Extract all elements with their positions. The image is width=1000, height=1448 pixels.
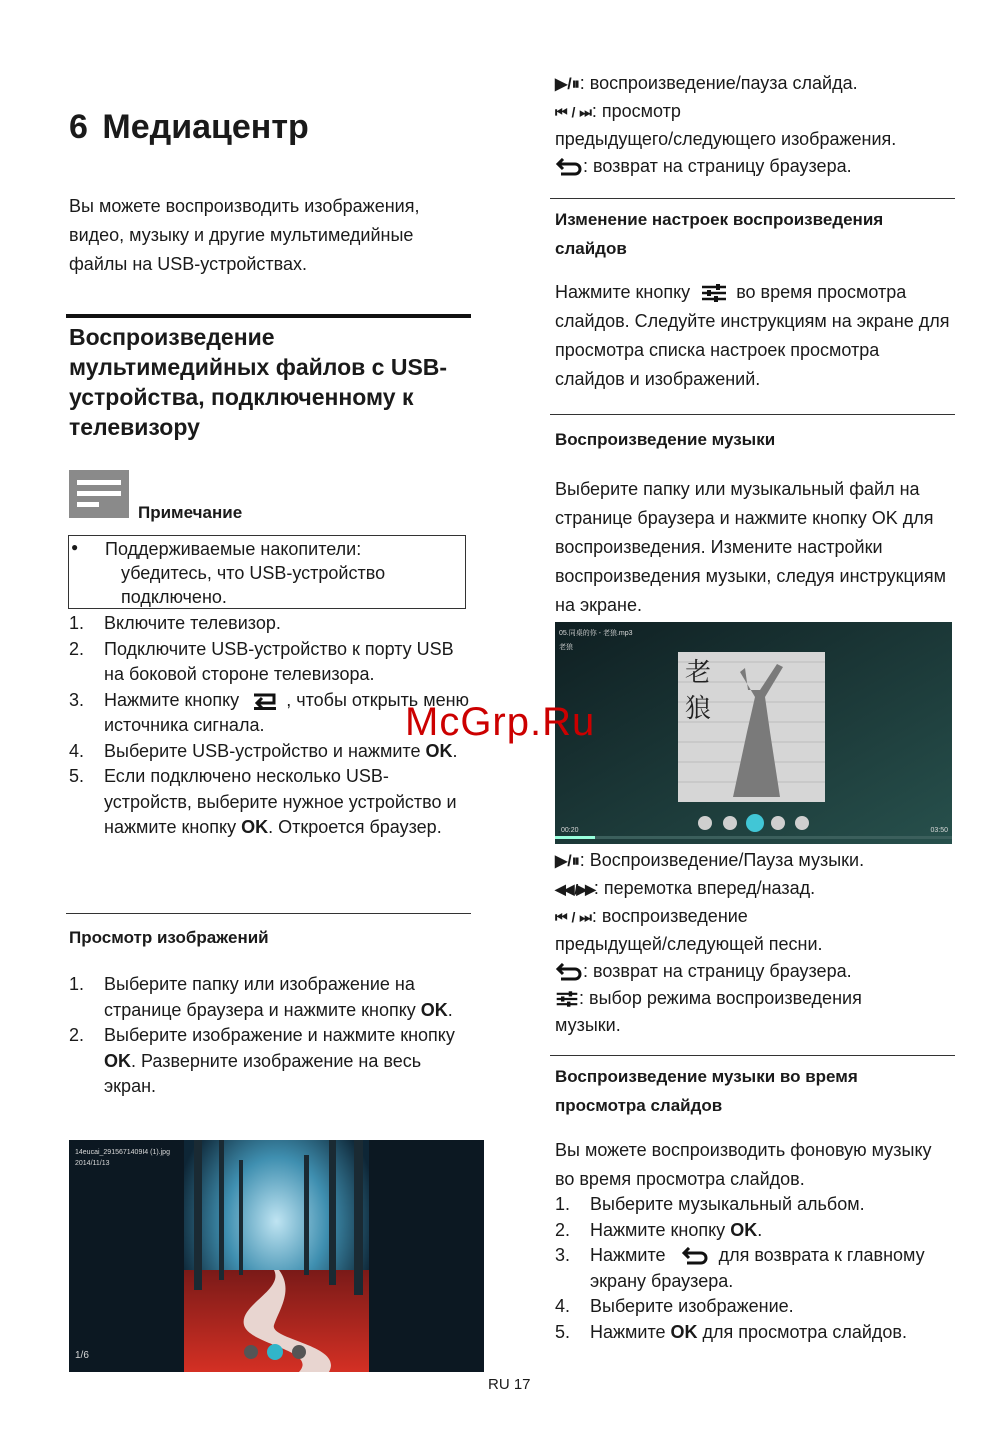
divider xyxy=(66,913,471,914)
list-item: 3. Нажмите кнопку , чтобы открыть меню источника сигнала. xyxy=(69,689,470,735)
settings-icon xyxy=(555,990,579,1008)
list-item: 3. Нажмите для возврата к главному экрану браузера. xyxy=(555,1245,925,1291)
list-item: 5. Нажмите OK для просмотра слайдов. xyxy=(555,1321,907,1342)
list-item: 1. Выберите папку или изображение на странице браузера и нажмите кнопку OK. xyxy=(69,974,453,1020)
chapter-heading xyxy=(69,108,309,147)
control-prev-next: ⏮ / ⏭: просмотр xyxy=(555,101,681,121)
rewind-button-icon xyxy=(723,816,737,830)
prev-next-icon: ⏮ / ⏭ xyxy=(555,104,592,120)
forward-button-icon xyxy=(771,816,785,830)
slide-settings-title: Изменение настроек воспроизведения слайдов xyxy=(555,210,884,258)
images-steps-list xyxy=(69,972,469,1100)
play-pause-icon: ▶/⏸ xyxy=(555,76,580,93)
page-footer: RU 17 xyxy=(488,1376,531,1393)
list-item: 1. Включите телевизор. xyxy=(69,613,281,633)
music-slides-steps xyxy=(555,1192,955,1345)
list-item: 4. Выберите USB-устройство и нажмите OK. xyxy=(69,740,458,761)
list-item: 4. Выберите изображение. xyxy=(555,1296,794,1316)
prev-button-icon xyxy=(698,816,712,830)
time-end: 03:50 xyxy=(930,827,948,834)
list-item: 1. Выберите музыкальный альбом. xyxy=(555,1194,865,1214)
music-player-screenshot xyxy=(555,622,952,844)
track-name: 05.同桌的你 - 老狼.mp3 xyxy=(559,630,633,637)
control-prev-next-cont: предыдущего/следующего изображения. xyxy=(555,129,897,149)
control-settings-cont: музыки. xyxy=(555,1015,621,1035)
list-item: 2. Выберите изображение и нажмите кнопку OK. Разверните изображение на весь экран. xyxy=(69,1025,455,1096)
control-play-pause: ▶/⏸: Воспроизведение/Пауза музыки. xyxy=(555,850,865,870)
music-text: Выберите папку или музыкальный файл на странице браузера и нажмите кнопку OK для воспроизведения. Измените настройки воспроизведения музыки, следуя инструкциям на экране. xyxy=(555,479,946,615)
watermark: McGrp.Ru xyxy=(405,700,596,744)
note-label: Примечание xyxy=(138,503,243,522)
music-controls xyxy=(555,847,955,1039)
list-item: 2. Подключите USB-устройство к порту USB на боковой стороне телевизора. xyxy=(69,638,454,684)
time-start: 00:20 xyxy=(561,827,579,834)
note-text: Поддерживаемые накопители: убедитесь, что USB-устройство подключено. xyxy=(105,539,386,607)
control-seek: ◀◀ /▶▶: перемотка вперед/назад. xyxy=(555,878,816,898)
control-play-pause: ▶/⏸: воспроизведение/пауза слайда. xyxy=(555,73,858,93)
images-section-title: Просмотр изображений xyxy=(69,928,269,947)
artist-name: 老狼 xyxy=(559,644,573,651)
back-icon xyxy=(679,1247,711,1265)
divider xyxy=(550,414,955,415)
album-art-text: 老 狼 xyxy=(685,657,712,723)
next-button-icon xyxy=(795,816,809,830)
pause-button-icon xyxy=(746,814,764,832)
control-back: : возврат на страницу браузера. xyxy=(555,958,955,985)
control-back: : возврат на страницу браузера. xyxy=(555,153,955,180)
chapter-title: Медиацентр xyxy=(102,108,309,146)
divider xyxy=(550,198,955,199)
control-settings: : выбор режима воспроизведения xyxy=(555,985,955,1012)
back-icon xyxy=(555,158,583,176)
image-date: 2014/11/13 xyxy=(75,1160,110,1167)
prev-next-icon: ⏮ / ⏭ xyxy=(555,909,592,925)
back-icon xyxy=(555,963,583,981)
note-icon xyxy=(69,470,129,518)
note-box xyxy=(68,535,466,609)
note-bullet: ● xyxy=(71,540,79,554)
list-item: 2. Нажмите кнопку OK. xyxy=(555,1219,763,1240)
source-icon xyxy=(250,691,280,711)
slide-controls xyxy=(555,70,955,180)
image-filename: 14eucai_2915671409I4 (1).jpg xyxy=(75,1149,170,1156)
image-viewer-screenshot xyxy=(69,1140,484,1372)
section-divider xyxy=(66,314,471,318)
image-counter: 1/6 xyxy=(75,1350,89,1361)
chapter-number: 6 xyxy=(69,108,88,146)
album-art xyxy=(555,622,952,844)
forest-photo xyxy=(69,1140,484,1372)
music-title: Воспроизведение музыки xyxy=(555,430,776,449)
music-slides-title: Воспроизведение музыки во время просмотра слайдов xyxy=(555,1067,858,1115)
play-pause-icon: ▶/⏸ xyxy=(555,853,580,870)
settings-icon xyxy=(700,283,728,303)
divider xyxy=(550,1055,955,1056)
list-item: 5. Если подключено несколько USB-устройств, выберите нужное устройство и нажмите кнопку OK. Откроется браузер. xyxy=(69,766,457,837)
control-prev-next: ⏮ / ⏭: воспроизведение xyxy=(555,906,748,926)
music-slides-intro: Вы можете воспроизводить фоновую музыку во время просмотра слайдов. xyxy=(555,1140,932,1189)
section-title: Воспроизведение мультимедийных файлов с USB-устройства, подключенному к телевизору xyxy=(69,324,448,440)
control-prev-next-cont: предыдущей/следующей песни. xyxy=(555,934,823,954)
slide-settings-text: Нажмите кнопку во время просмотра слайдов. Следуйте инструкциям на экране для просмотра списка настроек просмотра слайдов и изображений. xyxy=(555,282,950,389)
seek-icon: ◀◀ /▶▶ xyxy=(555,881,594,897)
intro-paragraph: Вы можете воспроизводить изображения, видео, музыку и другие мультимедийные файлы на USB-устройствах. xyxy=(69,196,420,274)
